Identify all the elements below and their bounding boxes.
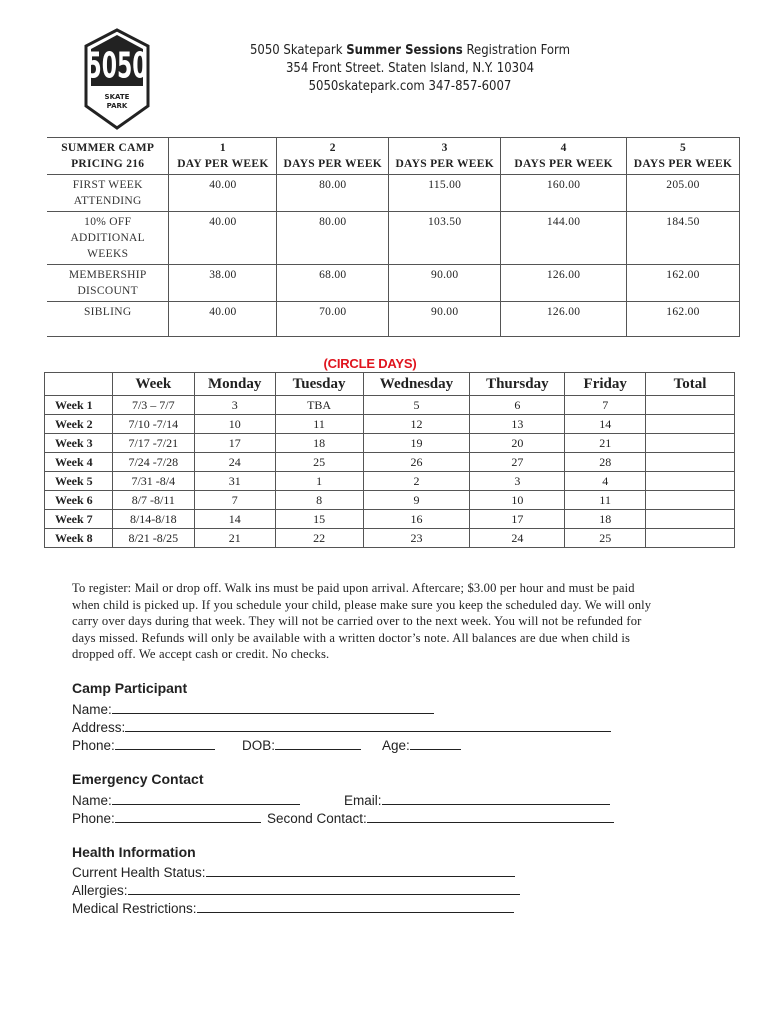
day-cell[interactable]: 3 [194,396,275,415]
day-cell[interactable]: 7 [565,396,646,415]
address: 354 Front Street. Staten Island, N.Y. 10304 [285,61,535,76]
allergies-field[interactable]: Allergies: [72,880,520,898]
pricing-row [47,302,740,337]
camp-participant-heading: Camp Participant [72,680,188,696]
pricing-corner: SUMMER CAMP PRICING 216 [47,138,169,175]
day-cell[interactable]: 13 [470,415,565,434]
col-header-wednesday: Wednesday [363,373,470,396]
pricing-row-label: SIBLING [47,302,169,337]
health-status-input[interactable] [206,862,515,877]
day-cell[interactable]: 1 [275,472,363,491]
day-cell[interactable]: 10 [194,415,275,434]
price-cell: 70.00 [277,302,389,337]
week-label: Week 6 [45,491,113,510]
day-cell[interactable]: 11 [565,491,646,510]
participant-phone-input[interactable] [115,735,215,750]
total-cell[interactable] [646,396,735,415]
day-cell[interactable]: 24 [194,453,275,472]
week-range: 8/7 -8/11 [112,491,194,510]
day-cell[interactable]: 14 [565,415,646,434]
day-cell[interactable]: 28 [565,453,646,472]
total-cell[interactable] [646,510,735,529]
form-title: 5050 Skatepark Summer Sessions Registration Form [249,43,571,58]
price-cell: 126.00 [501,265,627,302]
day-cell[interactable]: 24 [470,529,565,548]
price-cell: 126.00 [501,302,627,337]
pricing-col: 5 DAYS PER WEEK [627,138,740,175]
day-cell[interactable]: 25 [275,453,363,472]
contact-info: 5050skatepark.com 347-857-6007 [308,79,512,94]
health-information-heading: Health Information [72,844,196,860]
price-cell: 40.00 [169,302,277,337]
week-range: 7/10 -7/14 [112,415,194,434]
day-cell[interactable]: 21 [565,434,646,453]
total-cell[interactable] [646,453,735,472]
week-range: 8/14-8/18 [112,510,194,529]
col-header-friday: Friday [565,373,646,396]
week-label: Week 8 [45,529,113,548]
schedule-row [45,415,735,434]
pricing-col: 2 DAYS PER WEEK [277,138,389,175]
col-header [45,373,113,396]
pricing-row [47,175,740,212]
allergies-input[interactable] [128,880,520,895]
day-cell[interactable]: 2 [363,472,470,491]
pricing-col: 4 DAYS PER WEEK [501,138,627,175]
day-cell[interactable]: 20 [470,434,565,453]
pricing-header-row [47,138,740,175]
price-cell: 144.00 [501,212,627,265]
circle-days-note: (CIRCLE DAYS) [323,356,417,371]
svg-text:SKATE: SKATE [104,93,130,101]
schedule-table [44,372,735,548]
day-cell[interactable]: 8 [275,491,363,510]
total-cell[interactable] [646,434,735,453]
pricing-col: 3 DAYS PER WEEK [389,138,501,175]
medical-restrictions-field[interactable]: Medical Restrictions: [72,898,514,916]
day-cell[interactable]: 3 [470,472,565,491]
col-header-total: Total [646,373,735,396]
price-cell: 160.00 [501,175,627,212]
emergency-name-input[interactable] [112,790,300,805]
skatepark-logo [82,28,152,130]
participant-age-input[interactable] [410,735,461,750]
price-cell: 90.00 [389,302,501,337]
day-cell[interactable]: 19 [363,434,470,453]
price-cell: 205.00 [627,175,740,212]
pricing-row [47,265,740,302]
schedule-header-row [45,373,735,396]
day-cell[interactable]: 4 [565,472,646,491]
participant-address-field[interactable]: Address: [72,717,611,735]
participant-dob-input[interactable] [275,735,361,750]
pricing-row-label: FIRST WEEK ATTENDING [47,175,169,212]
participant-address-input[interactable] [125,717,611,732]
schedule-row [45,491,735,510]
price-cell: 40.00 [169,175,277,212]
svg-text:PARK: PARK [106,102,128,110]
schedule-row [45,434,735,453]
health-status-field[interactable]: Current Health Status: [72,862,515,880]
participant-phone-row: Phone: DOB: Age: [72,735,492,753]
day-cell[interactable]: 25 [565,529,646,548]
total-cell[interactable] [646,491,735,510]
col-header-tuesday: Tuesday [275,373,363,396]
registration-instructions: To register: Mail or drop off. Walk ins must be paid upon arrival. Aftercare; $3.00 per hour and must be paid when child is picked up. If you schedule your child, please make sure you keep the scheduled day. We will only carry over days during that week. They will not be carried over to the next week. You will not be refunded for days missed. Refunds will only be available with a written doctor’s note. All balances are due when child is dropped off. We accept cash or credit. No checks. [72,581,652,661]
day-cell[interactable]: 11 [275,415,363,434]
day-cell[interactable]: 31 [194,472,275,491]
emergency-email-input[interactable] [382,790,610,805]
second-contact-input[interactable] [367,808,614,823]
price-cell: 162.00 [627,265,740,302]
emergency-row-1: Name: Email: [72,790,632,808]
participant-name-field[interactable]: Name: [72,699,434,717]
day-cell[interactable]: 12 [363,415,470,434]
price-cell: 115.00 [389,175,501,212]
day-cell[interactable]: 22 [275,529,363,548]
col-header-week: Week [112,373,194,396]
week-label: Week 3 [45,434,113,453]
pricing-table [47,137,740,337]
week-label: Week 7 [45,510,113,529]
pricing-row [47,212,740,265]
price-cell: 80.00 [277,212,389,265]
day-cell[interactable]: 5 [363,396,470,415]
medical-restrictions-input[interactable] [197,898,514,913]
schedule-row [45,529,735,548]
day-cell[interactable]: 17 [194,434,275,453]
participant-name-input[interactable] [112,699,434,714]
schedule-row [45,510,735,529]
week-range: 7/24 -7/28 [112,453,194,472]
day-cell[interactable]: 23 [363,529,470,548]
pricing-row-label: MEMBERSHIP DISCOUNT [47,265,169,302]
col-header-thursday: Thursday [470,373,565,396]
price-cell: 80.00 [277,175,389,212]
total-cell[interactable] [646,472,735,491]
col-header-monday: Monday [194,373,275,396]
day-cell[interactable]: 9 [363,491,470,510]
price-cell: 38.00 [169,265,277,302]
week-label: Week 2 [45,415,113,434]
week-label: Week 1 [45,396,113,415]
total-cell[interactable] [646,529,735,548]
week-range: 7/31 -8/4 [112,472,194,491]
day-cell[interactable]: 7 [194,491,275,510]
schedule-row [45,396,735,415]
day-cell[interactable]: 14 [194,510,275,529]
day-cell[interactable]: 10 [470,491,565,510]
day-cell[interactable]: 21 [194,529,275,548]
form-header [180,42,640,96]
week-range: 7/17 -7/21 [112,434,194,453]
week-label: Week 4 [45,453,113,472]
day-cell[interactable]: 27 [470,453,565,472]
svg-text:5050: 5050 [86,45,148,86]
total-cell[interactable] [646,415,735,434]
pricing-col: 1 DAY PER WEEK [169,138,277,175]
schedule-row [45,472,735,491]
emergency-phone-input[interactable] [115,808,261,823]
price-cell: 40.00 [169,212,277,265]
price-cell: 90.00 [389,265,501,302]
day-cell[interactable]: 18 [275,434,363,453]
price-cell: 103.50 [389,212,501,265]
day-cell[interactable]: 16 [363,510,470,529]
week-range: 8/21 -8/25 [112,529,194,548]
emergency-row-2: Phone: Second Contact: [72,808,632,826]
day-cell[interactable]: 6 [470,396,565,415]
week-label: Week 5 [45,472,113,491]
day-cell[interactable]: 26 [363,453,470,472]
day-cell[interactable]: 15 [275,510,363,529]
price-cell: 162.00 [627,302,740,337]
day-cell[interactable]: 17 [470,510,565,529]
day-cell[interactable]: 18 [565,510,646,529]
emergency-contact-heading: Emergency Contact [72,771,204,787]
day-cell[interactable]: TBA [275,396,363,415]
price-cell: 68.00 [277,265,389,302]
pricing-row-label: 10% OFF ADDITIONAL WEEKS [47,212,169,265]
price-cell: 184.50 [627,212,740,265]
schedule-row [45,453,735,472]
week-range: 7/3 – 7/7 [112,396,194,415]
